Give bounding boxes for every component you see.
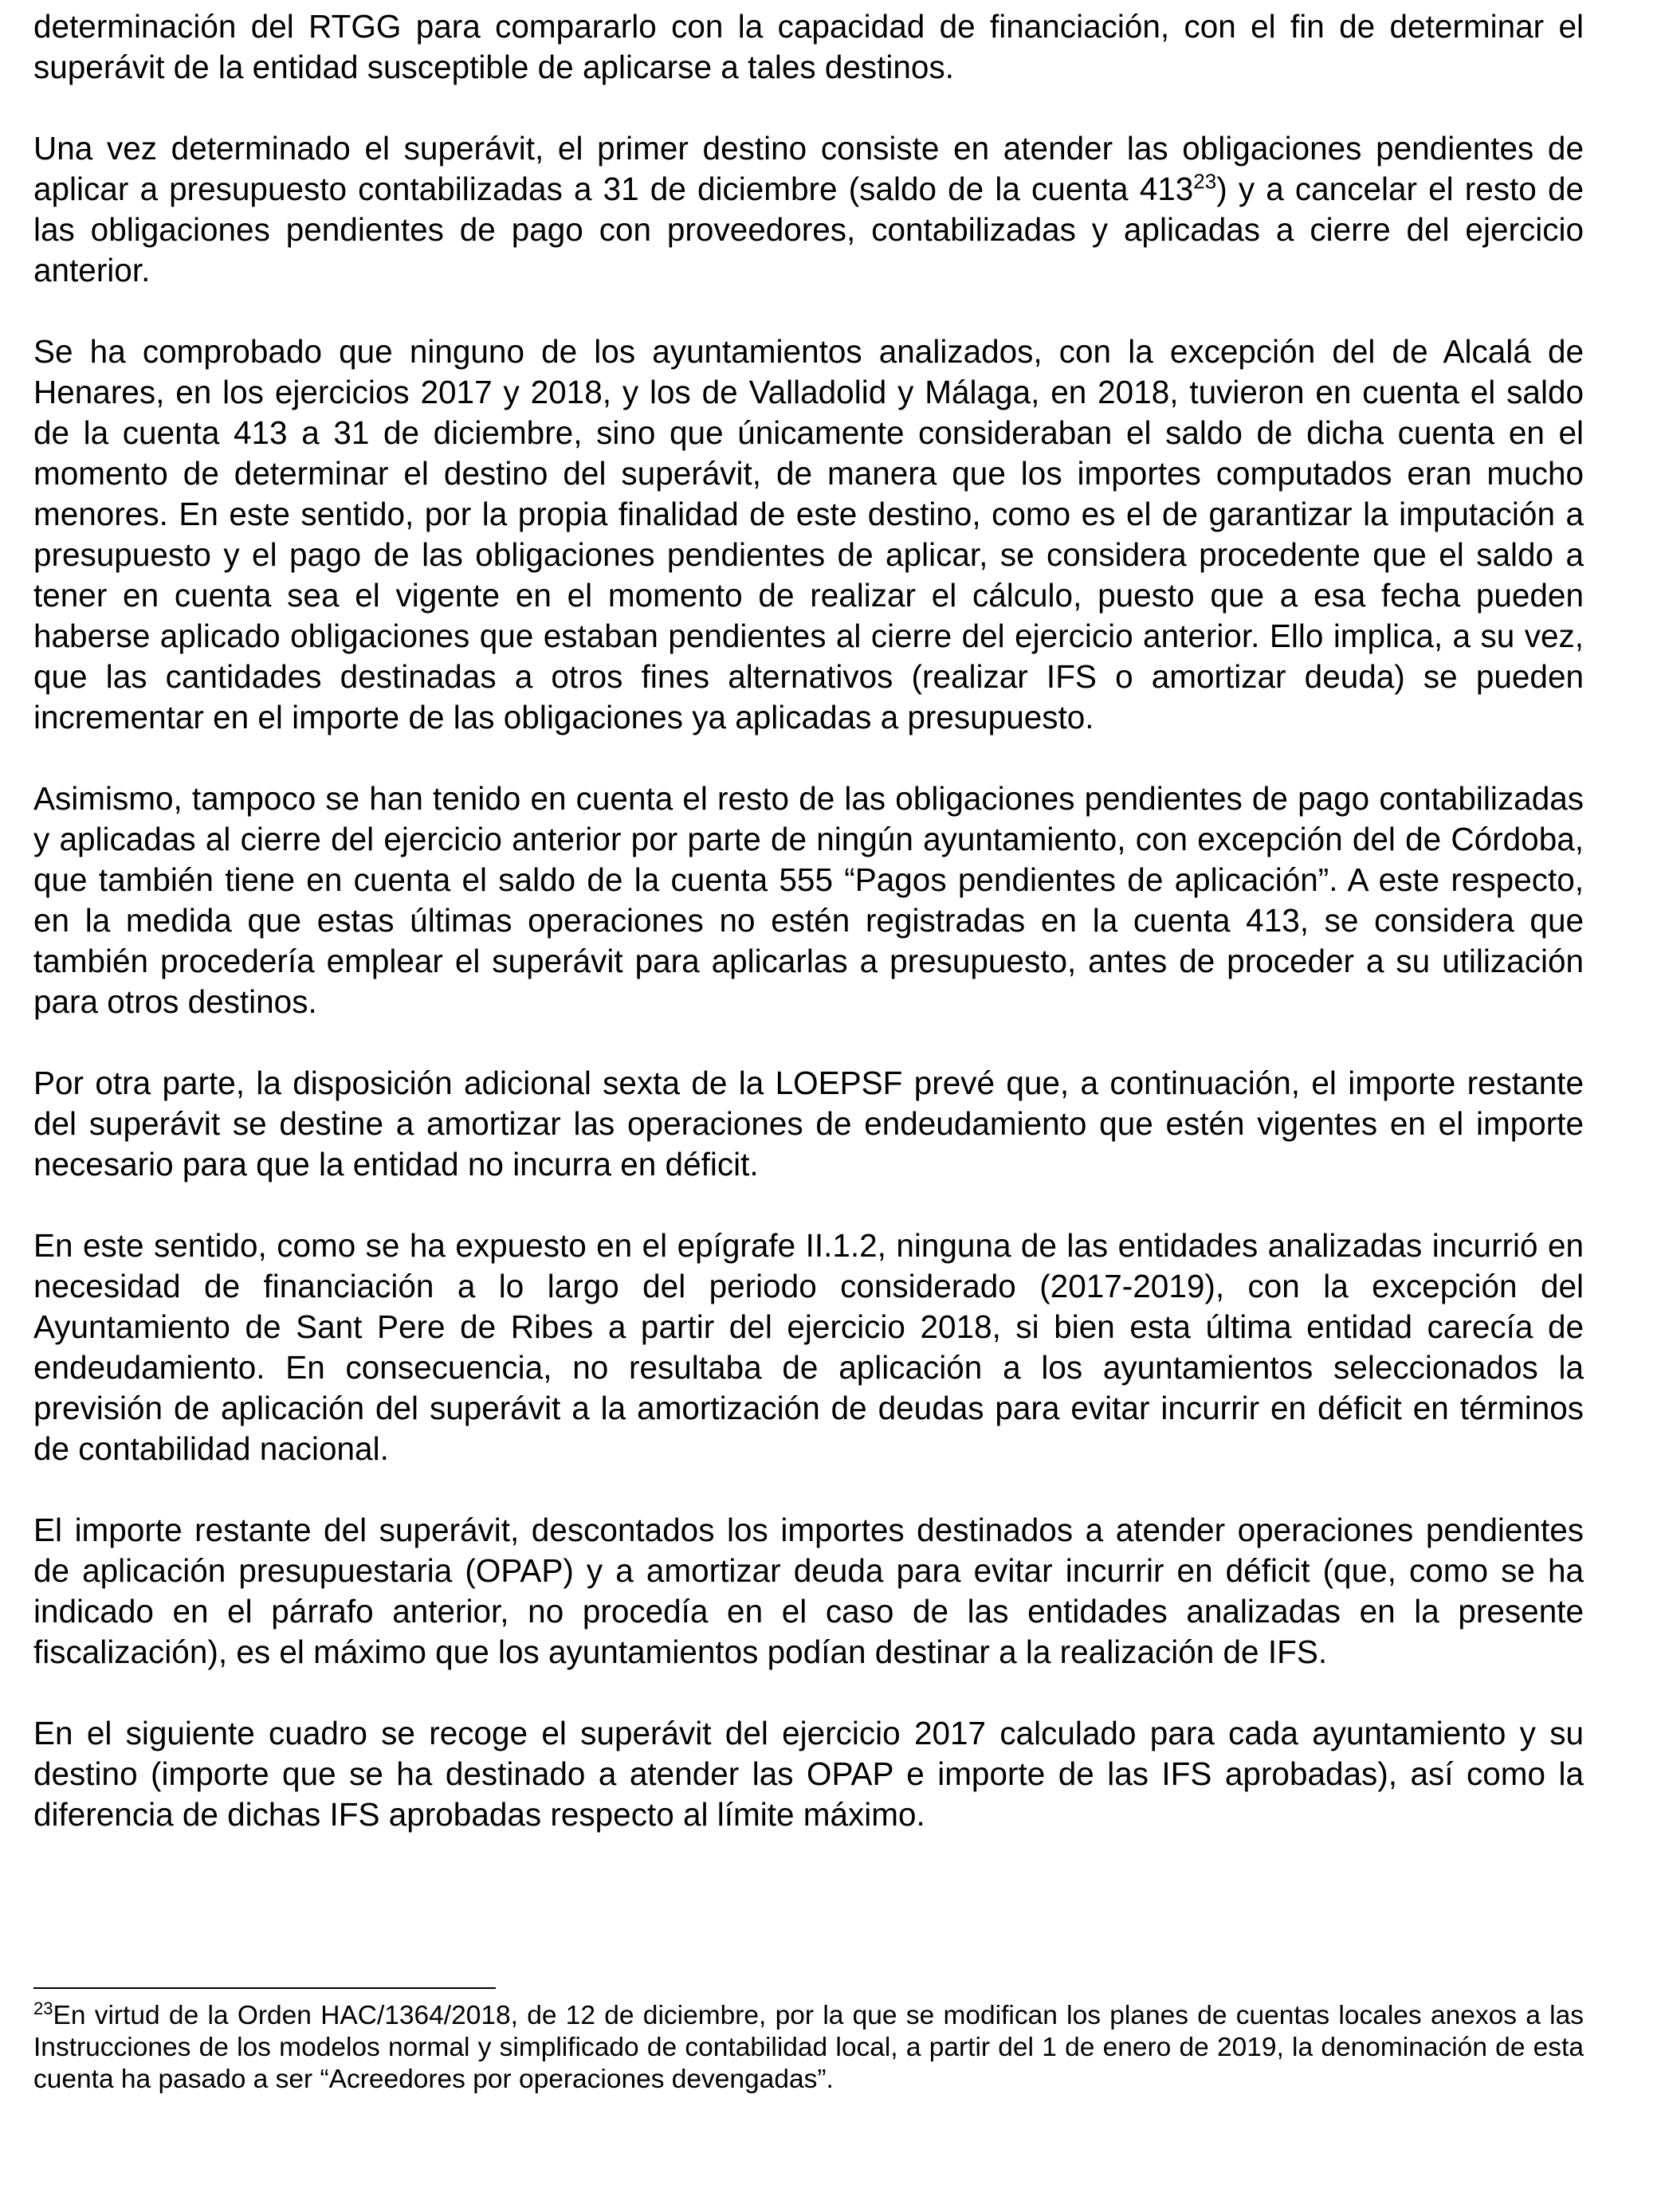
- paragraph-financing-need: En este sentido, como se ha expuesto en el epígrafe II.1.2, ninguna de las entidades analizadas incurrió en necesidad de financiación a lo largo del periodo considerado (2017-2019), con la excepción del Ayuntamiento de Sant Pere de Ribes a partir del ejercicio 2018, si bien esta última entidad carecía de endeudamiento. En consecuencia, no resultaba de aplicación a los ayuntamientos seleccionados la previsión de aplicación del superávit a la amortización de deudas para evitar incurrir en déficit en términos de contabilidad nacional.: [33, 1227, 1584, 1467]
- paragraph-account-413-check: Se ha comprobado que ninguno de los ayuntamientos analizados, con la excepción del de Alcalá de Henares, en los ejercicios 2017 y 2018, y los de Valladolid y Málaga, en 2018, tuvieron en cuenta el saldo de la cuenta 413 a 31 de diciembre, sino que únicamente consideraban el saldo de dicha cuenta en el momento de determinar el destino del superávit, de manera que los importes computados eran mucho menores. En este sentido, por la propia finalidad de este destino, como es el de garantizar la imputación a presupuesto y el pago de las obligaciones pendientes de aplicar, se considera procedente que el saldo a tener en cuenta sea el vigente en el momento de realizar el cálculo, puesto que a esa fecha pueden haberse aplicado obligaciones que estaban pendientes al cierre del ejercicio anterior. Ello implica, a su vez, que las cantidades destinadas a otros fines alternativos (realizar IFS o amortizar deuda) se pueden incrementar en el importe de las obligaciones ya aplicadas a presupuesto.: [33, 333, 1584, 735]
- paragraph-loepsf-sixth-provision: Por otra parte, la disposición adicional sexta de la LOEPSF prevé que, a continuación, el importe restante del superávit se destine a amortizar las operaciones de endeudamiento que estén vigentes en el importe necesario para que la entidad no incurra en déficit.: [33, 1065, 1584, 1182]
- paragraph-first-destination-start: Una vez determinado el superávit, el primer destino consiste en atender las obligaciones pendientes de aplicar a presupuesto contabilizadas a 31 de diciembre (saldo de la cuenta 413: [33, 130, 1584, 207]
- paragraph-rtgg-intro: determinación del RTGG para compararlo con la capacidad de financiación, con el fin de determinar el superávit de la entidad susceptible de aplicarse a tales destinos.: [33, 8, 1584, 85]
- paragraph-account-555: Asimismo, tampoco se han tenido en cuenta el resto de las obligaciones pendientes de pago contabilizadas y aplicadas al cierre del ejercicio anterior por parte de ningún ayuntamiento, con excepción del de Córdoba, que también tiene en cuenta el saldo de la cuenta 555 “Pagos pendientes de aplicación”. A este respecto, en la medida que estas últimas operaciones no estén registradas en la cuenta 413, se considera que también procedería emplear el superávit para aplicarlas a presupuesto, antes de proceder a su utilización para otros destinos.: [33, 780, 1584, 1020]
- footnote-reference-23[interactable]: 23: [1193, 169, 1217, 194]
- document-body: [33, 6, 1584, 1876]
- footnote-separator: [33, 1987, 496, 1989]
- footnote-23: [33, 2000, 1584, 2096]
- paragraph-first-destination-end: ) y a cancelar el resto de las obligaciones pendientes de pago con proveedores, contabilizadas y aplicadas a cierre del ejercicio anterior.: [33, 171, 1584, 288]
- footnote-number: 23: [33, 1998, 53, 2018]
- footnote-text: En virtud de la Orden HAC/1364/2018, de 12 de diciembre, por la que se modifican los planes de cuentas locales anexos a las Instrucciones de los modelos normal y simplificado de contabilidad local, a partir del 1 de enero de 2019, la denominación de esta cuenta ha pasado a ser “Acreedores por operaciones devengadas”.: [33, 2001, 1584, 2094]
- paragraph-ifs-maximum: El importe restante del superávit, descontados los importes destinados a atender operaciones pendientes de aplicación presupuestaria (OPAP) y a amortizar deuda para evitar incurrir en déficit (que, como se ha indicado en el párrafo anterior, no procedía en el caso de las entidades analizadas en la presente fiscalización), es el máximo que los ayuntamientos podían destinar a la realización de IFS.: [33, 1512, 1584, 1670]
- paragraph-table-intro: En el siguiente cuadro se recoge el superávit del ejercicio 2017 calculado para cada ayuntamiento y su destino (importe que se ha destinado a atender las OPAP e importe de las IFS aprobadas), así como la diferencia de dichas IFS aprobadas respecto al límite máximo.: [33, 1715, 1584, 1833]
- paragraph-first-destination: [33, 128, 1584, 291]
